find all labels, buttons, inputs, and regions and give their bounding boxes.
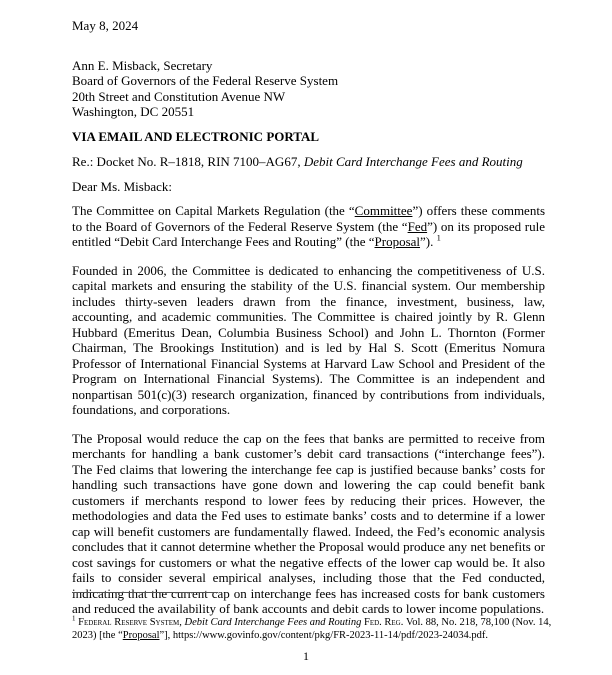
p1-text: ”) on its proposed rule entitled “Debit Card Interchange Fees and Routing” (the “: [72, 218, 545, 249]
footnote-separator: [72, 592, 218, 593]
re-rule-title: Debit Card Interchange Fees and Routing: [303, 154, 523, 169]
page-number: 1: [303, 649, 309, 663]
recipient-name-line: Ann E. Misback, Secretary: [72, 57, 213, 73]
p1-text: ”).: [420, 234, 437, 249]
committee-defined-term: Committee: [354, 203, 413, 218]
fed-defined-term: Fed: [407, 218, 428, 234]
re-prefix: Re.: Docket No. R–1818, RIN 7100–AG67,: [72, 154, 304, 169]
footnote-source-smallcaps: Federal Reserve System,: [75, 617, 185, 628]
recipient-city-line: Washington, DC 20551: [72, 104, 195, 119]
footnote-proposal-underline: Proposal: [122, 630, 160, 641]
footnote-reference: 1: [436, 232, 441, 243]
footnote-reporter-smallcaps: Fed. Reg.: [361, 617, 406, 628]
date-line: May 8, 2024: [72, 18, 139, 33]
footnote-marker: 1: [72, 614, 76, 623]
paragraph-committee-intro: [72, 203, 545, 250]
salutation: Dear Ms. Misback:: [72, 178, 173, 194]
paragraph-committee-background: Founded in 2006, the Committee is dedicated to enhancing the competitiveness of U.S. capital markets and ensuring the stability of the U.S. financial system. Our membership includes thirty-seven leaders drawn from the finance, investment, business, law, accounting, and academic communities. The Committee is chaired jointly by R. Glenn Hubbard (Emeritus Dean, Columbia Business School) and John L. Thornton (Former Chairman, The Brookings Institution) and is led by Hal S. Scott (Emeritus Nomura Professor of International Financial Systems at Harvard Law School and President of the Program on International Financial Systems). The Committee is an independent and nonpartisan 501(c)(3) research organization, financed by contributions from individuals, foundations, and corporations.: [72, 262, 545, 417]
footnote-title-italic: Debit Card Interchange Fees and Routing: [184, 617, 362, 628]
proposal-defined-term: Proposal: [374, 234, 421, 249]
footnote-citation: Vol. 88, No. 218, 78,100 (Nov. 14, 2023) [the “: [72, 617, 552, 641]
re-line: [72, 154, 545, 170]
p1-text: The Committee on Capital Markets Regulation (the “: [72, 203, 355, 218]
recipient-org-line: Board of Governors of the Federal Reserve System: [72, 73, 339, 88]
paragraph-proposal-summary: The Proposal would reduce the cap on the fees that banks are permitted to receive from merchants for handling a bank customer’s debit card transactions (“interchange fees”). The Fed claims that lowering the interchange fee cap is justified because banks’ costs for handling such transactions have gone down and lowering the cap could benefit bank customers if merchants respond to lower fees by reducing their prices. However, the methodologies and data the Fed uses to estimate banks’ costs and to determine if a lower cap will benefit customers are fundamentally flawed. Indeed, the Fed’s economic analysis concludes that it cannot determine whether the Proposal would produce any net benefits or cost savings for customers or what the negative effects of the lower cap would be. It also fails to consider several empirical analyses, including those that the Fed conducted, indicating that the current cap on interchange fees has increased costs for bank customers and reduced the availability of bank accounts and debit cards to lower income populations.: [72, 430, 545, 616]
letter-body: [72, 18, 545, 630]
delivery-method-line: VIA EMAIL AND ELECTRONIC PORTAL: [72, 128, 320, 144]
footnote: [72, 616, 552, 642]
recipient-address: [72, 58, 545, 120]
p1-text: ”) offers these comments to the Board of Governors of the Federal Reserve System (the “: [72, 203, 545, 234]
recipient-street-line: 20th Street and Constitution Avenue NW: [72, 88, 286, 104]
footnote-url: ”], https://www.govinfo.gov/content/pkg/FR-2023-11-14/pdf/2023-24034.pdf.: [159, 630, 488, 641]
